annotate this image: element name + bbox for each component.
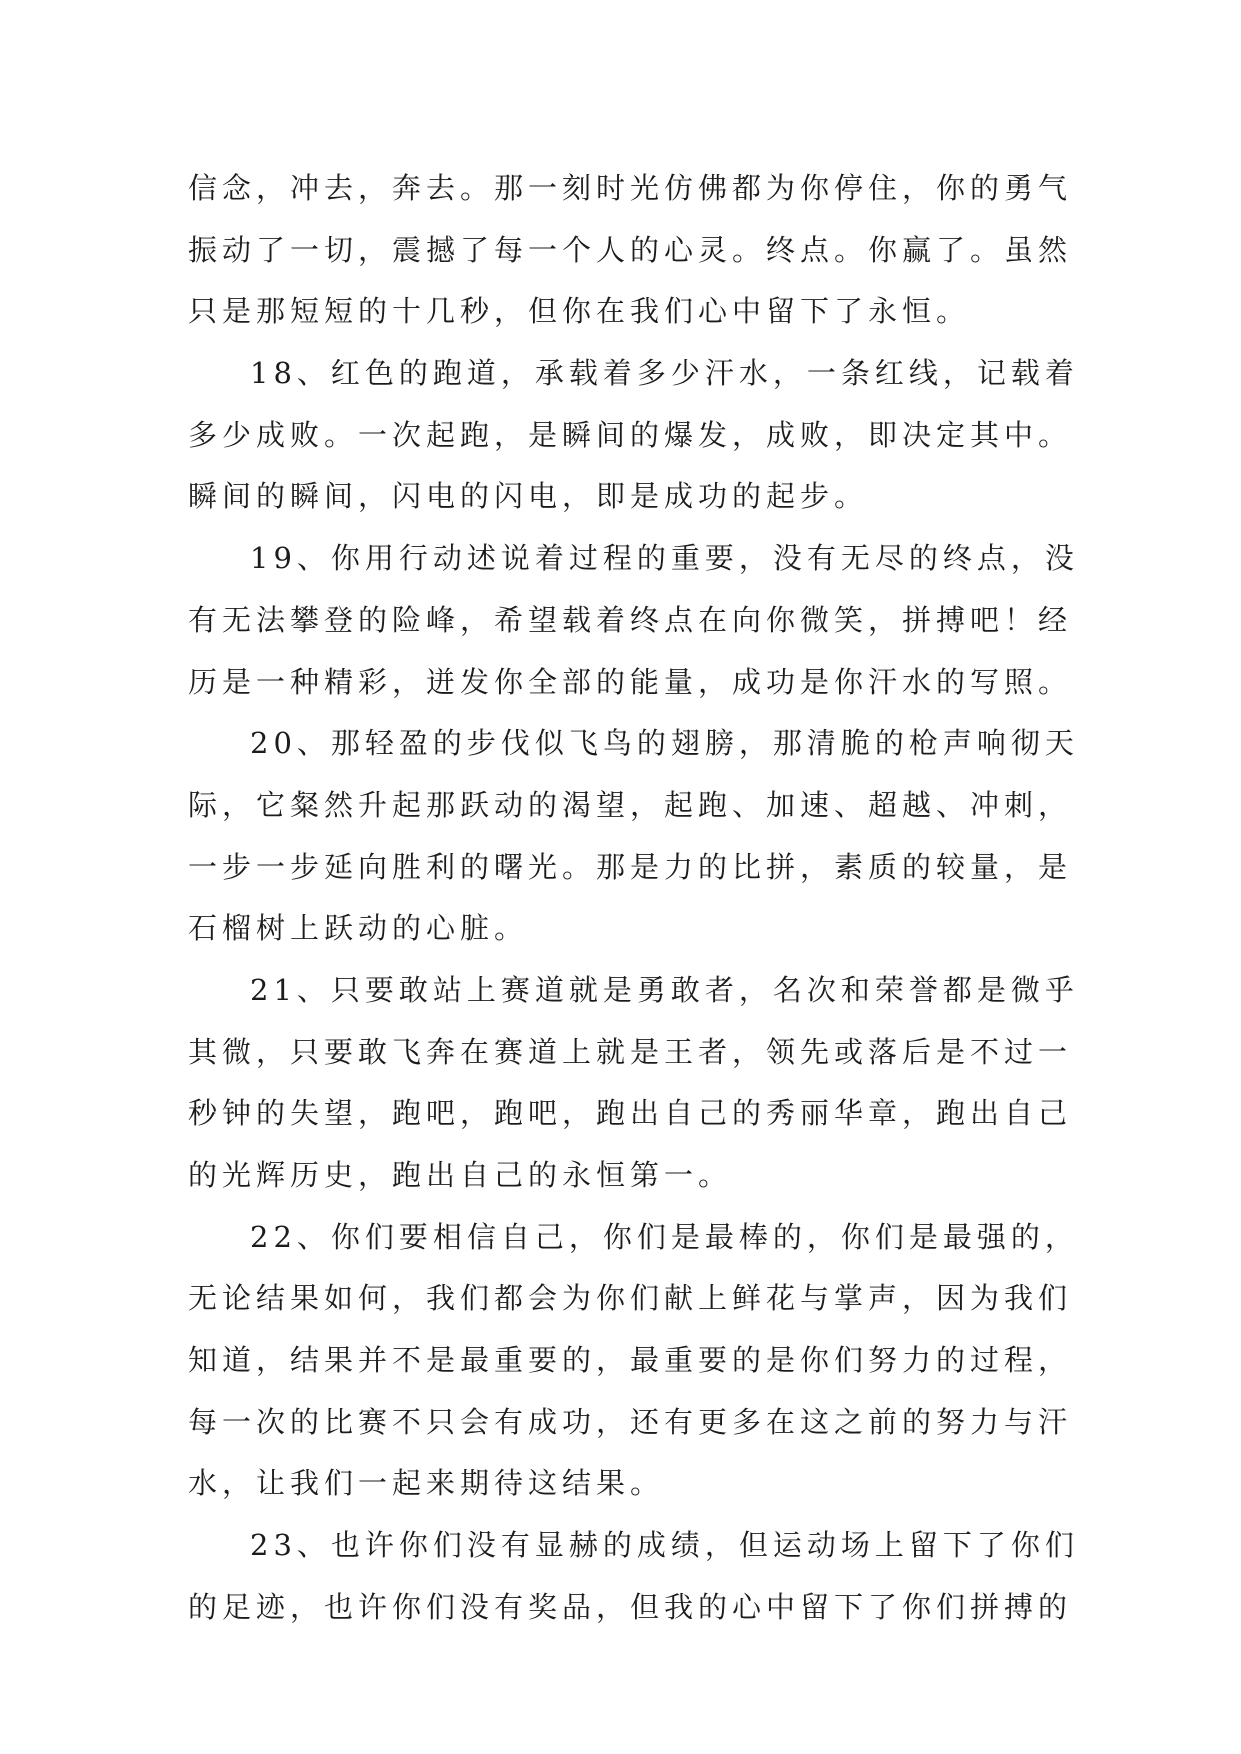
text-line: 知道，结果并不是最重要的，最重要的是你们努力的过程， (188, 1343, 1073, 1378)
text-line: 振动了一切，震撼了每一个人的心灵。终点。你赢了。虽然 (188, 232, 1073, 267)
text-line: 水，让我们一起来期待这结果。 (188, 1466, 665, 1501)
text-line: 际，它粲然升起那跃动的渴望，起跑、加速、超越、冲刺， (188, 787, 1073, 822)
text-line: 信念，冲去，奔去。那一刻时光仿佛都为你停住，你的勇气 (188, 171, 1073, 205)
paragraph-first-line: 22、你们要相信自己，你们是最棒的，你们是最强的， (250, 1219, 1079, 1254)
document-body (188, 158, 1079, 1639)
text-line: 历是一种精彩，迸发你全部的能量，成功是你汗水的写照。 (188, 664, 1073, 699)
paragraph-first-line: 20、那轻盈的步伐似飞鸟的翅膀，那清脆的枪声响彻天 (250, 726, 1079, 761)
paragraph-first-line: 21、只要敢站上赛道就是勇敢者，名次和荣誉都是微乎 (250, 972, 1079, 1007)
text-line: 的足迹，也许你们没有奖品，但我的心中留下了你们拼搏的 (188, 1589, 1073, 1624)
text-line: 的光辉历史，跑出自己的永恒第一。 (188, 1158, 733, 1192)
paragraph-first-line: 18、红色的跑道，承载着多少汗水，一条红线，记载着 (250, 356, 1079, 391)
text-line: 瞬间的瞬间，闪电的闪电，即是成功的起步。 (188, 479, 869, 514)
text-line: 有无法攀登的险峰，希望载着终点在向你微笑，拼搏吧！经 (188, 602, 1073, 637)
text-line: 一步一步延向胜利的曙光。那是力的比拼，素质的较量，是 (188, 849, 1073, 884)
paragraph-first-line: 23、也许你们没有显赫的成绩，但运动场上留下了你们 (250, 1528, 1079, 1563)
text-line: 其微，只要敢飞奔在赛道上就是王者，领先或落后是不过一 (188, 1034, 1073, 1069)
text-line: 只是那短短的十几秒，但你在我们心中留下了永恒。 (188, 294, 971, 329)
text-line: 秒钟的失望，跑吧，跑吧，跑出自己的秀丽华章，跑出自己 (188, 1096, 1073, 1131)
text-line: 多少成败。一次起跑，是瞬间的爆发，成败，即决定其中。 (188, 417, 1073, 452)
text-line: 石榴树上跃动的心脏。 (188, 911, 529, 946)
text-line: 每一次的比赛不只会有成功，还有更多在这之前的努力与汗 (188, 1404, 1073, 1439)
paragraph-first-line: 19、你用行动述说着过程的重要，没有无尽的终点，没 (250, 541, 1079, 576)
text-line: 无论结果如何，我们都会为你们献上鲜花与掌声，因为我们 (188, 1281, 1073, 1316)
